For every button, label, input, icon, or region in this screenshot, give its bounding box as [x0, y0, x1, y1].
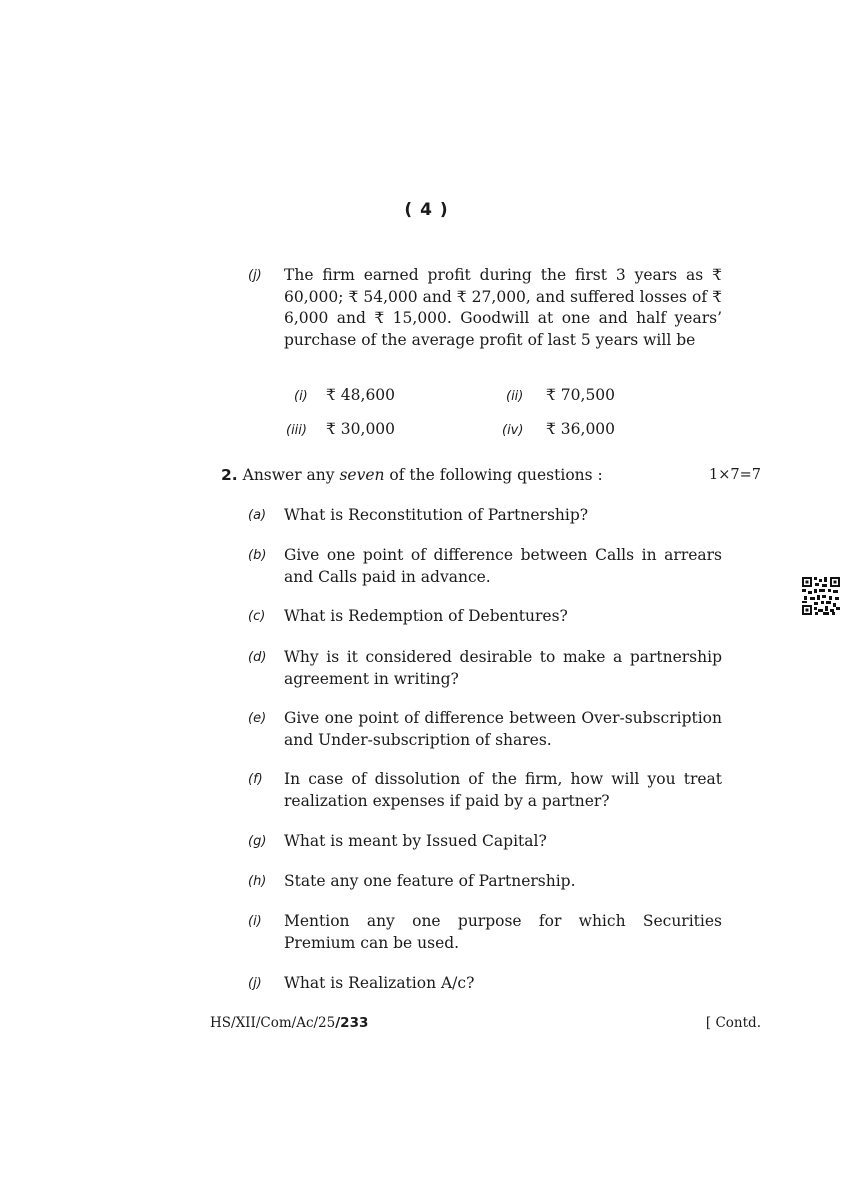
qr-code-icon — [802, 577, 840, 615]
question-label: (c) — [248, 609, 266, 624]
question-2e — [248, 708, 722, 751]
question-number: 2. — [221, 466, 238, 484]
question-2d — [248, 647, 722, 690]
question-2b — [248, 545, 722, 588]
question-text: Mention any one purpose for which Securities Premium can be used. — [284, 912, 722, 952]
question-2a — [248, 505, 722, 527]
option-label: (i) — [294, 389, 308, 404]
footer — [210, 1014, 761, 1032]
page-number: ( 4 ) — [404, 200, 449, 220]
option-value: ₹ 48,600 — [326, 386, 396, 404]
option-value: ₹ 30,000 — [326, 420, 396, 438]
option-ii — [506, 385, 615, 407]
question-text: What is meant by Issued Capital? — [284, 832, 547, 850]
instruction-text — [243, 466, 603, 484]
question-label: (e) — [248, 711, 267, 726]
paper-code-number: /233 — [335, 1015, 369, 1031]
question-label: (b) — [248, 548, 267, 563]
option-value: ₹ 36,000 — [546, 420, 616, 438]
question-label: (j) — [248, 976, 262, 991]
marks-allocation: 1×7=7 — [709, 467, 761, 483]
question-text: What is Realization A/c? — [284, 974, 475, 992]
option-iii — [286, 419, 395, 441]
question-2j — [248, 973, 722, 995]
question-2c — [248, 606, 722, 628]
question-label: (i) — [248, 914, 262, 929]
instruction-part: of the following questions : — [384, 466, 603, 484]
question-text: In case of dissolution of the firm, how will you treat realization expenses if paid by a partner? — [284, 770, 722, 810]
question-text: What is Reconstitution of Partnership? — [284, 506, 589, 524]
question-label: (g) — [248, 834, 267, 849]
question-text: State any one feature of Partnership. — [284, 872, 576, 890]
option-i — [294, 385, 395, 407]
question-text: The firm earned profit during the first 3 years as ₹ 60,000; ₹ 54,000 and ₹ 27,000, and suffered losses of ₹ 6,000 and ₹ 15,000. Goodwill at one and half years’ purchase of the average profit of last 5 years will be — [284, 266, 722, 349]
option-label: (iii) — [286, 423, 307, 438]
paper-code-prefix: HS/XII/Com/Ac/25 — [210, 1015, 336, 1031]
option-iv — [502, 419, 615, 441]
question-1j — [248, 265, 722, 351]
instruction-emphasis: seven — [339, 466, 385, 484]
question-label: (f) — [248, 772, 263, 787]
question-2i — [248, 911, 722, 954]
instruction-part: Answer any — [242, 466, 340, 484]
question-text: Give one point of difference between Calls in arrears and Calls paid in advance. — [284, 546, 722, 586]
question-2f — [248, 769, 722, 812]
question-text: Why is it considered desirable to make a partnership agreement in writing? — [284, 648, 722, 688]
question-2g — [248, 831, 722, 853]
paper-code — [210, 1015, 368, 1031]
option-value: ₹ 70,500 — [546, 386, 616, 404]
question-label: (a) — [248, 508, 267, 523]
option-label: (ii) — [506, 389, 524, 404]
continued-marker: [ Contd. — [705, 1015, 761, 1031]
question-label: (h) — [248, 874, 267, 889]
question-2-heading — [221, 465, 761, 486]
question-label: (d) — [248, 650, 267, 665]
question-2h — [248, 871, 722, 893]
question-label: (j) — [248, 268, 262, 283]
option-label: (iv) — [502, 423, 524, 438]
question-text: What is Redemption of Debentures? — [284, 607, 568, 625]
question-text: Give one point of difference between Over-subscription and Under-subscription of shares. — [284, 709, 722, 749]
